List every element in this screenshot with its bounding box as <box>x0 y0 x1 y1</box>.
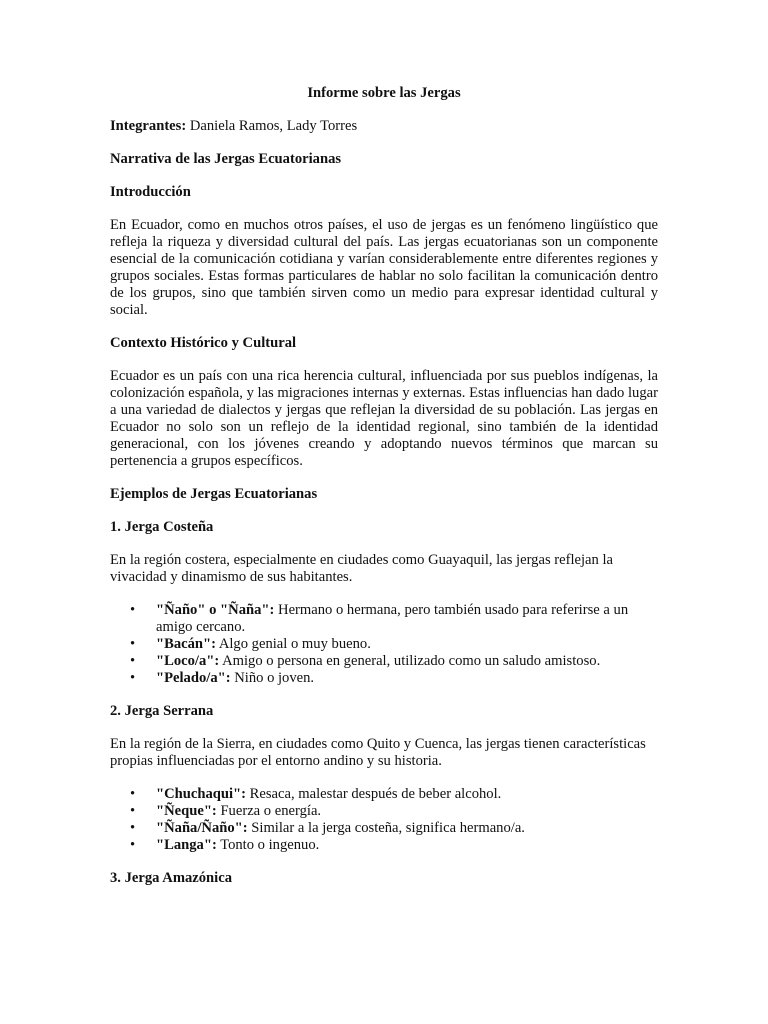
coastal-slang-list <box>110 602 658 687</box>
examples-heading: Ejemplos de Jergas Ecuatorianas <box>110 486 318 502</box>
members-label: Integrantes: <box>110 118 187 134</box>
list-item <box>110 837 658 854</box>
slang-term: "Ñaña/Ñaño": <box>156 820 248 836</box>
members-names: Daniela Ramos, Lady Torres <box>186 118 358 134</box>
bullet-icon: • <box>130 636 136 652</box>
list-item <box>110 636 658 653</box>
document-title: Informe sobre las Jergas <box>307 85 461 101</box>
highland-paragraph: En la región de la Sierra, en ciudades como Quito y Cuenca, las jergas tienen características propias influenciadas por el entorno andino y su historia. <box>110 736 646 769</box>
slang-term: "Ñaño" o "Ñaña": <box>156 602 275 618</box>
amazon-heading: 3. Jerga Amazónica <box>110 870 232 886</box>
bullet-icon: • <box>130 602 136 618</box>
highland-slang-list <box>110 786 658 854</box>
list-item <box>110 670 658 687</box>
slang-definition: Niño o joven. <box>230 670 315 686</box>
highland-heading: 2. Jerga Serrana <box>110 703 214 719</box>
intro-paragraph: En Ecuador, como en muchos otros países, el uso de jergas es un fenómeno lingüístico que refleja la riqueza y diversidad cultural del país. Las jergas ecuatorianas son un componente esencial de la comunicación cotidiana y varían considerablemente entre diferentes regiones y grupos sociales. Estas formas particulares de hablar no solo facilitan la comunicación dentro de los grupos, sino que también sirven como un medio para expresar identidad cultural y social. <box>110 217 658 318</box>
list-item <box>110 820 658 837</box>
members-line <box>110 118 658 135</box>
slang-term: "Langa": <box>156 837 217 853</box>
slang-definition: Similar a la jerga costeña, significa hermano/a. <box>247 820 525 836</box>
slang-definition: Amigo o persona en general, utilizado como un saludo amistoso. <box>219 653 601 669</box>
slang-definition: Resaca, malestar después de beber alcohol. <box>246 786 502 802</box>
bullet-icon: • <box>130 803 136 819</box>
list-item <box>110 602 658 636</box>
bullet-icon: • <box>130 653 136 669</box>
coastal-paragraph: En la región costera, especialmente en ciudades como Guayaquil, las jergas reflejan la vivacidad y dinamismo de sus habitantes. <box>110 552 614 585</box>
coastal-heading: 1. Jerga Costeña <box>110 519 214 535</box>
slang-definition: Tonto o ingenuo. <box>216 837 320 853</box>
list-item <box>110 786 658 803</box>
slang-term: "Loco/a": <box>156 653 220 669</box>
context-paragraph: Ecuador es un país con una rica herencia cultural, influenciada por sus pueblos indígenas, la colonización española, y las migraciones internas y externas. Estas influencias han dado lugar a una variedad de dialectos y jergas que reflejan la diversidad de su población. Las jergas en Ecuador no solo son un reflejo de la identidad regional, sino también de la identidad generacional, con los jóvenes creando y adoptando nuevos términos que marcan su pertenencia a grupos específicos. <box>110 368 658 469</box>
bullet-icon: • <box>130 837 136 853</box>
slang-term: "Chuchaqui": <box>156 786 247 802</box>
slang-definition: Fuerza o energía. <box>216 803 322 819</box>
intro-heading: Introducción <box>110 184 191 200</box>
narrative-heading: Narrativa de las Jergas Ecuatorianas <box>110 151 342 167</box>
list-item <box>110 653 658 670</box>
list-item <box>110 803 658 820</box>
slang-term: "Bacán": <box>156 636 216 652</box>
bullet-icon: • <box>130 670 136 686</box>
bullet-icon: • <box>130 820 136 836</box>
slang-term: "Pelado/a": <box>156 670 231 686</box>
slang-definition: Algo genial o muy bueno. <box>216 636 371 652</box>
document-page <box>110 85 658 903</box>
bullet-icon: • <box>130 786 136 802</box>
slang-term: "Ñeque": <box>156 803 217 819</box>
slang-definition: Hermano o hermana, pero también usado para referirse a un amigo cercano. <box>156 602 629 635</box>
context-heading: Contexto Histórico y Cultural <box>110 335 297 351</box>
